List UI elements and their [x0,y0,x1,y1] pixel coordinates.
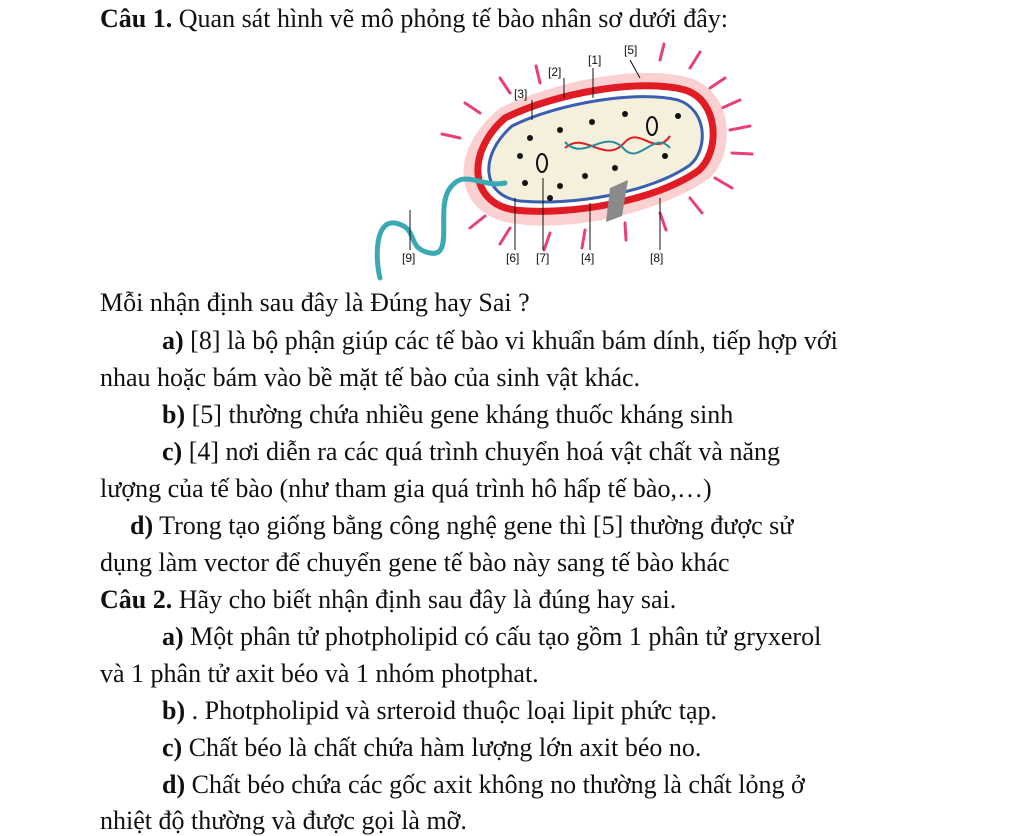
label-4: [4] [581,251,595,265]
q1-item-a [162,326,838,356]
q2-item-a [162,622,821,652]
question-1-title [100,4,728,34]
item-label: c) [162,437,183,466]
q1-item-d-cont: dụng làm vector để chuyển gene tế bào này sang tế bào khác [100,548,730,577]
item-text: Một phân tử photpholipid có cấu tạo gồm 1 phân tử gryxerol [190,622,822,651]
prokaryotic-cell-diagram [360,38,780,288]
question-1-instruction: Mỗi nhận định sau đây là Đúng hay Sai ? [100,288,530,317]
item-label: c) [162,733,183,762]
item-label: b) [162,696,186,725]
q2-item-a-cont: và 1 phân tử axit béo và 1 nhóm photphat. [100,659,539,688]
item-text: Trong tạo giống bằng công nghệ gene thì [5] thường được sử [159,511,794,540]
q2-item-d [162,770,805,800]
item-label: a) [162,326,184,355]
q2-item-d-cont: nhiệt độ thường và được gọi là mỡ. [100,806,467,835]
item-label: d) [130,511,154,540]
label-1: [1] [588,53,602,67]
item-text: Chất béo chứa các gốc axit không no thường là chất lỏng ở [191,770,805,799]
q2-item-c [162,733,701,763]
item-text: [8] là bộ phận giúp các tế bào vi khuẩn bám dính, tiếp hợp với [190,326,838,355]
question-2-title [100,585,676,615]
question-2-heading: Câu 2. [100,585,173,614]
item-text: . Photpholipid và srteroid thuộc loại lipit phức tạp. [191,696,717,725]
label-5: [5] [624,43,638,57]
q1-item-b [162,400,733,430]
label-7: [7] [536,251,550,265]
item-text: [5] thường chứa nhiều gene kháng thuốc kháng sinh [191,400,734,429]
q1-item-d [130,511,793,541]
question-1-prompt: Quan sát hình vẽ mô phỏng tế bào nhân sơ dưới đây: [178,4,728,33]
item-label: d) [162,770,186,799]
question-2-prompt: Hãy cho biết nhận định sau đây là đúng hay sai. [178,585,677,614]
q1-item-c [162,437,780,467]
item-text: Chất béo là chất chứa hàm lượng lớn axit béo no. [188,733,702,762]
label-9: [9] [402,251,416,265]
label-2: [2] [548,65,562,79]
question-1-heading: Câu 1. [100,4,173,33]
label-8: [8] [650,251,664,265]
item-label: b) [162,400,186,429]
label-3: [3] [514,87,528,101]
label-6: [6] [506,251,520,265]
q2-item-b [162,696,717,726]
item-label: a) [162,622,184,651]
q1-item-c-cont: lượng của tế bào (như tham gia quá trình hô hấp tế bào,…) [100,474,712,503]
item-text: [4] nơi diễn ra các quá trình chuyển hoá vật chất và năng [188,437,780,466]
q1-item-a-cont: nhau hoặc bám vào bề mặt tế bào của sinh vật khác. [100,363,641,392]
